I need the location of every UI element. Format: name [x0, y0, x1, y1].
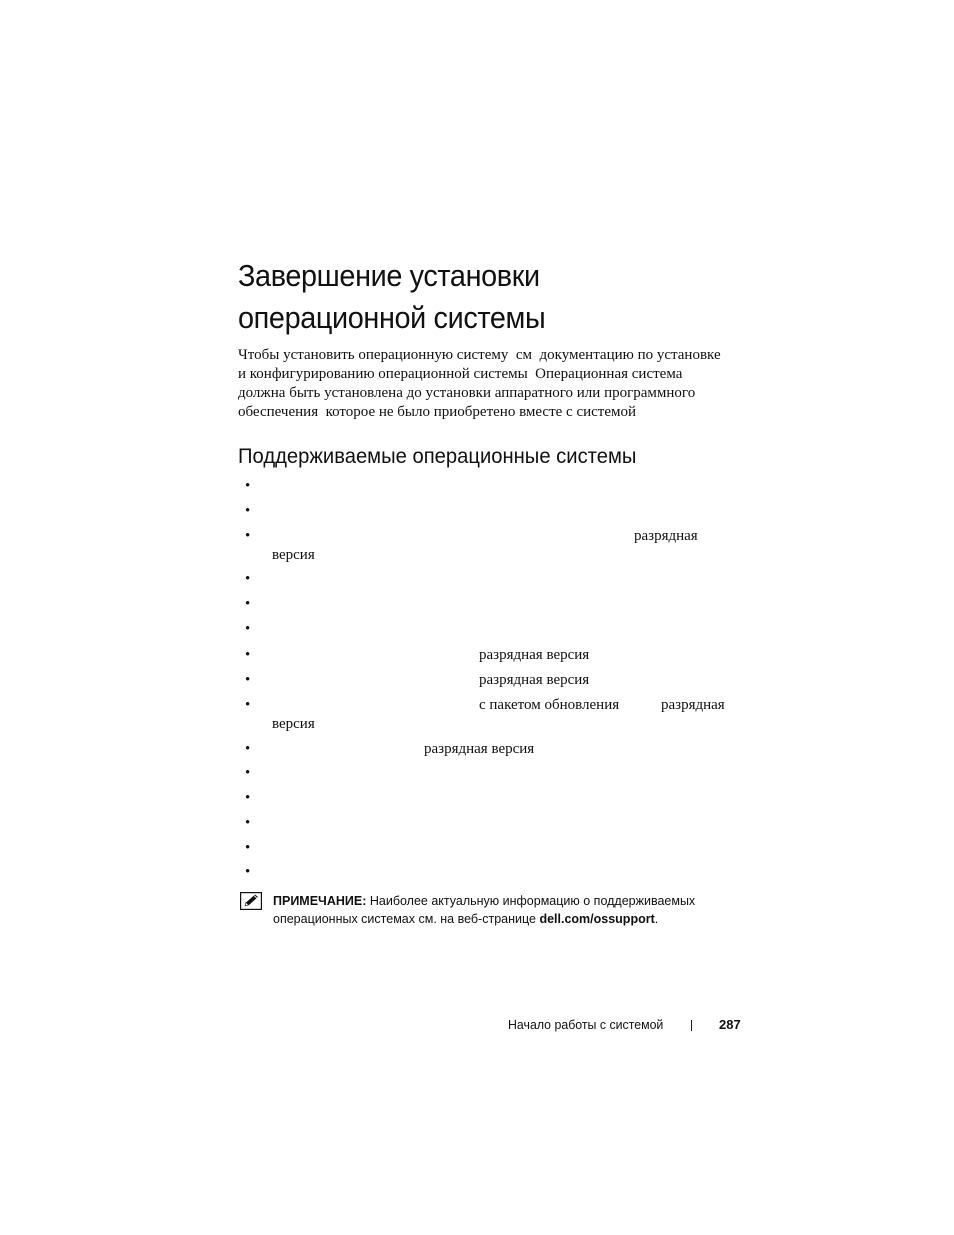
bullet: •	[245, 621, 251, 637]
bullet: •	[245, 528, 251, 544]
list-item-text: разрядная	[661, 697, 725, 713]
bullet: •	[245, 503, 251, 519]
list-item-text: разрядная версия	[479, 647, 590, 663]
list-item-text: разрядная версия	[424, 741, 535, 757]
note-pencil-icon	[240, 892, 262, 910]
note-label: ПРИМЕЧАНИЕ:	[273, 894, 367, 908]
note-line	[273, 910, 763, 928]
page-title-line: операционной системы	[238, 300, 546, 335]
bullet: •	[245, 647, 251, 663]
bullet: •	[245, 864, 251, 880]
bullet: •	[245, 571, 251, 587]
bullet: •	[245, 790, 251, 806]
bullet: •	[245, 478, 251, 494]
bullet: •	[245, 697, 251, 713]
intro-paragraph	[238, 346, 748, 422]
intro-line: Чтобы установить операционную систему см документацию по установке	[238, 347, 721, 363]
bullet: •	[245, 840, 251, 856]
note-link[interactable]: dell.com/ossupport	[539, 912, 655, 926]
footer-section-title: Начало работы с системой	[508, 1017, 664, 1032]
note-box	[240, 892, 760, 932]
intro-line: и конфигурированию операционной системы Операционная система	[238, 366, 683, 382]
bullet: •	[245, 741, 251, 757]
intro-line: должна быть установлена до установки аппаратного или программного	[238, 385, 696, 401]
footer-divider	[691, 1020, 692, 1031]
page-title	[238, 255, 759, 339]
page-footer	[508, 1016, 748, 1036]
list-item-text: разрядная	[634, 528, 698, 544]
bullet: •	[245, 596, 251, 612]
list-item-text: версия	[272, 547, 315, 563]
bullet: •	[245, 815, 251, 831]
bullet: •	[245, 672, 251, 688]
list-item-text: с пакетом обновления	[479, 697, 620, 713]
note-text-part: Наиболее актуальную информацию о поддерживаемых	[369, 894, 696, 908]
page-number: 287	[719, 1017, 741, 1032]
note-text-end: .	[654, 912, 659, 926]
intro-line: обеспечения которое не было приобретено вместе с системой	[238, 404, 637, 420]
page-title-line: Завершение установки	[238, 258, 540, 293]
bullet: •	[245, 765, 251, 781]
section-title: Поддерживаемые операционные системы	[238, 444, 637, 468]
note-line	[273, 892, 763, 910]
list-item-text: версия	[272, 716, 315, 732]
list-item-text: разрядная версия	[479, 672, 590, 688]
note-text-part: операционных системах см. на веб-странице	[273, 912, 536, 926]
note-text	[273, 892, 763, 928]
